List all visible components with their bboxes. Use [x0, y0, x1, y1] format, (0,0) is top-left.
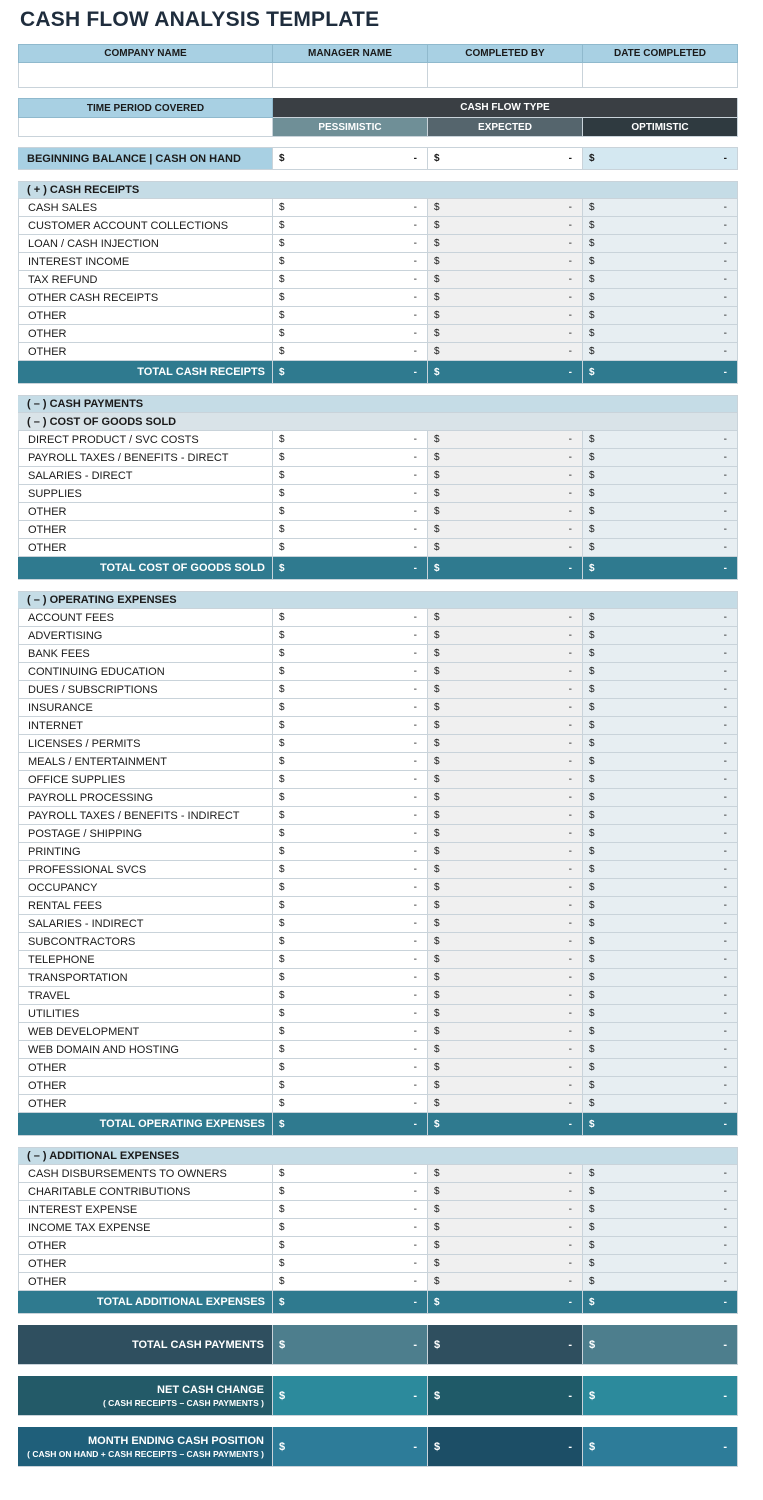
line-item-pessimistic[interactable]: $ - [273, 1095, 428, 1113]
line-item-expected[interactable]: $ - [428, 897, 583, 915]
net-change-pessimistic: $ - [273, 1376, 428, 1416]
line-item-label: CASH SALES [18, 199, 273, 217]
line-item-pessimistic[interactable]: $ - [273, 1059, 428, 1077]
line-item-pessimistic[interactable]: $ - [273, 771, 428, 789]
line-item-label: DIRECT PRODUCT / SVC COSTS [18, 431, 273, 449]
section-total-label: TOTAL OPERATING EXPENSES [18, 1113, 273, 1136]
company-name-label: COMPANY NAME [18, 44, 273, 63]
line-item-label: CHARITABLE CONTRIBUTIONS [18, 1183, 273, 1201]
line-item-label: CONTINUING EDUCATION [18, 663, 273, 681]
line-item-pessimistic[interactable]: $ - [273, 825, 428, 843]
line-item-label: PRINTING [18, 843, 273, 861]
cash-payments-header: ( – ) CASH PAYMENTS [18, 395, 738, 413]
line-item-optimistic[interactable]: $ - [583, 933, 738, 951]
line-item-label: LICENSES / PERMITS [18, 735, 273, 753]
line-item-expected[interactable]: $ - [428, 503, 583, 521]
line-item-label: OTHER [18, 1237, 273, 1255]
additional-header: ( – ) ADDITIONAL EXPENSES [18, 1147, 738, 1165]
total-payments-row [18, 1325, 738, 1365]
expected-header: EXPECTED [428, 118, 583, 137]
line-item-optimistic[interactable]: $ - [583, 1095, 738, 1113]
line-item-pessimistic[interactable]: $ - [273, 1077, 428, 1095]
line-item-label: WEB DEVELOPMENT [18, 1023, 273, 1041]
line-item-pessimistic[interactable]: $ - [273, 609, 428, 627]
line-item-label: INTERNET [18, 717, 273, 735]
beginning-optimistic[interactable]: $ - [583, 147, 738, 170]
line-item-label: BANK FEES [18, 645, 273, 663]
line-item-label: OFFICE SUPPLIES [18, 771, 273, 789]
line-item-pessimistic[interactable]: $ - [273, 969, 428, 987]
line-item-pessimistic[interactable]: $ - [273, 307, 428, 325]
additional-section [18, 1147, 738, 1314]
line-item-expected[interactable]: $ - [428, 753, 583, 771]
section-total-expected: $ - [428, 361, 583, 384]
line-item-optimistic[interactable]: $ - [583, 1023, 738, 1041]
line-item-label: WEB DOMAIN AND HOSTING [18, 1041, 273, 1059]
line-item-expected[interactable]: $ - [428, 307, 583, 325]
line-item-expected[interactable]: $ - [428, 681, 583, 699]
line-item-expected[interactable]: $ - [428, 199, 583, 217]
section-total-pessimistic: $ - [273, 361, 428, 384]
line-item-expected[interactable]: $ - [428, 1237, 583, 1255]
line-item-pessimistic[interactable]: $ - [273, 789, 428, 807]
line-item-pessimistic[interactable]: $ - [273, 879, 428, 897]
line-item-label: UTILITIES [18, 1005, 273, 1023]
line-item-optimistic[interactable]: $ - [583, 485, 738, 503]
line-item-pessimistic[interactable]: $ - [273, 951, 428, 969]
section-total-expected: $ - [428, 1113, 583, 1136]
page-title: CASH FLOW ANALYSIS TEMPLATE [20, 8, 380, 31]
line-item-optimistic[interactable]: $ - [583, 789, 738, 807]
line-item-expected[interactable]: $ - [428, 289, 583, 307]
line-item-label: OTHER [18, 307, 273, 325]
line-item-label: OTHER [18, 539, 273, 557]
line-item-pessimistic[interactable]: $ - [273, 897, 428, 915]
line-item-optimistic[interactable]: $ - [583, 449, 738, 467]
net-cash-change-row [18, 1376, 738, 1416]
section-total-pessimistic: $ - [273, 1113, 428, 1136]
line-item-label: TRAVEL [18, 987, 273, 1005]
net-cash-change-label: NET CASH CHANGE ( CASH RECEIPTS – CASH PAYMENTS ) [18, 1376, 273, 1416]
line-item-optimistic[interactable]: $ - [583, 771, 738, 789]
beginning-balance-row [18, 147, 738, 170]
cash-receipts-section [18, 181, 738, 384]
line-item-expected[interactable]: $ - [428, 843, 583, 861]
line-item-optimistic[interactable]: $ - [583, 645, 738, 663]
line-item-label: TAX REFUND [18, 271, 273, 289]
line-item-expected[interactable]: $ - [428, 521, 583, 539]
line-item-label: PAYROLL PROCESSING [18, 789, 273, 807]
line-item-optimistic[interactable]: $ - [583, 915, 738, 933]
line-item-label: ACCOUNT FEES [18, 609, 273, 627]
line-item-label: LOAN / CASH INJECTION [18, 235, 273, 253]
line-item-pessimistic[interactable]: $ - [273, 807, 428, 825]
section-total-optimistic: $ - [583, 1113, 738, 1136]
line-item-expected[interactable]: $ - [428, 1219, 583, 1237]
line-item-optimistic[interactable]: $ - [583, 735, 738, 753]
line-item-expected[interactable]: $ - [428, 217, 583, 235]
line-item-pessimistic[interactable]: $ - [273, 521, 428, 539]
line-item-expected[interactable]: $ - [428, 861, 583, 879]
line-item-expected[interactable]: $ - [428, 609, 583, 627]
section-total-label: TOTAL CASH RECEIPTS [18, 361, 273, 384]
line-item-label: RENTAL FEES [18, 897, 273, 915]
line-item-pessimistic[interactable]: $ - [273, 735, 428, 753]
line-item-expected[interactable]: $ - [428, 789, 583, 807]
line-item-optimistic[interactable]: $ - [583, 627, 738, 645]
line-item-expected[interactable]: $ - [428, 539, 583, 557]
line-item-optimistic[interactable]: $ - [583, 1059, 738, 1077]
line-item-pessimistic[interactable]: $ - [273, 645, 428, 663]
section-total-label: TOTAL COST OF GOODS SOLD [18, 557, 273, 580]
line-item-expected[interactable]: $ - [428, 1005, 583, 1023]
line-item-label: INSURANCE [18, 699, 273, 717]
line-item-optimistic[interactable]: $ - [583, 1183, 738, 1201]
line-item-optimistic[interactable]: $ - [583, 271, 738, 289]
line-item-optimistic[interactable]: $ - [583, 1255, 738, 1273]
line-item-expected[interactable]: $ - [428, 1183, 583, 1201]
line-item-expected[interactable]: $ - [428, 879, 583, 897]
line-item-expected[interactable]: $ - [428, 449, 583, 467]
header-fields [18, 44, 738, 88]
line-item-pessimistic[interactable]: $ - [273, 271, 428, 289]
opex-section [18, 591, 738, 1136]
line-item-expected[interactable]: $ - [428, 1095, 583, 1113]
line-item-pessimistic[interactable]: $ - [273, 485, 428, 503]
line-item-label: PROFESSIONAL SVCS [18, 861, 273, 879]
section-total-expected: $ - [428, 1291, 583, 1314]
line-item-optimistic[interactable]: $ - [583, 987, 738, 1005]
line-item-optimistic[interactable]: $ - [583, 1165, 738, 1183]
total-payments-optimistic: $ - [583, 1325, 738, 1365]
line-item-expected[interactable]: $ - [428, 663, 583, 681]
line-item-expected[interactable]: $ - [428, 1201, 583, 1219]
line-item-pessimistic[interactable]: $ - [273, 467, 428, 485]
line-item-expected[interactable]: $ - [428, 1255, 583, 1273]
line-item-pessimistic[interactable]: $ - [273, 1041, 428, 1059]
line-item-label: INTEREST EXPENSE [18, 1201, 273, 1219]
line-item-label: OTHER [18, 1095, 273, 1113]
line-item-label: MEALS / ENTERTAINMENT [18, 753, 273, 771]
cash-receipts-header: ( + ) CASH RECEIPTS [18, 181, 738, 199]
line-item-optimistic[interactable]: $ - [583, 681, 738, 699]
section-total-optimistic: $ - [583, 557, 738, 580]
line-item-label: INTEREST INCOME [18, 253, 273, 271]
line-item-optimistic[interactable]: $ - [583, 663, 738, 681]
line-item-optimistic[interactable]: $ - [583, 521, 738, 539]
line-item-optimistic[interactable]: $ - [583, 1273, 738, 1291]
month-end-expected: $ - [428, 1427, 583, 1467]
line-item-label: TRANSPORTATION [18, 969, 273, 987]
line-item-label: OTHER [18, 1255, 273, 1273]
line-item-pessimistic[interactable]: $ - [273, 1237, 428, 1255]
line-item-label: OCCUPANCY [18, 879, 273, 897]
line-item-label: OTHER [18, 521, 273, 539]
line-item-optimistic[interactable]: $ - [583, 861, 738, 879]
line-item-pessimistic[interactable]: $ - [273, 843, 428, 861]
section-total-optimistic: $ - [583, 361, 738, 384]
line-item-expected[interactable]: $ - [428, 343, 583, 361]
line-item-optimistic[interactable]: $ - [583, 467, 738, 485]
line-item-expected[interactable]: $ - [428, 699, 583, 717]
line-item-expected[interactable]: $ - [428, 1165, 583, 1183]
line-item-pessimistic[interactable]: $ - [273, 1273, 428, 1291]
line-item-optimistic[interactable]: $ - [583, 717, 738, 735]
line-item-pessimistic[interactable]: $ - [273, 1183, 428, 1201]
line-item-expected[interactable]: $ - [428, 627, 583, 645]
section-total-pessimistic: $ - [273, 1291, 428, 1314]
line-item-expected[interactable]: $ - [428, 771, 583, 789]
line-item-expected[interactable]: $ - [428, 1041, 583, 1059]
line-item-pessimistic[interactable]: $ - [273, 449, 428, 467]
line-item-expected[interactable]: $ - [428, 969, 583, 987]
line-item-optimistic[interactable]: $ - [583, 699, 738, 717]
line-item-pessimistic[interactable]: $ - [273, 753, 428, 771]
section-total-label: TOTAL ADDITIONAL EXPENSES [18, 1291, 273, 1314]
line-item-optimistic[interactable]: $ - [583, 1041, 738, 1059]
line-item-pessimistic[interactable]: $ - [273, 1165, 428, 1183]
line-item-pessimistic[interactable]: $ - [273, 199, 428, 217]
line-item-optimistic[interactable]: $ - [583, 1077, 738, 1095]
line-item-label: CUSTOMER ACCOUNT COLLECTIONS [18, 217, 273, 235]
line-item-label: OTHER [18, 1059, 273, 1077]
line-item-label: PAYROLL TAXES / BENEFITS - DIRECT [18, 449, 273, 467]
optimistic-header: OPTIMISTIC [583, 118, 738, 137]
line-item-label: PAYROLL TAXES / BENEFITS - INDIRECT [18, 807, 273, 825]
line-item-expected[interactable]: $ - [428, 987, 583, 1005]
line-item-expected[interactable]: $ - [428, 271, 583, 289]
line-item-label: OTHER [18, 1273, 273, 1291]
line-item-label: TELEPHONE [18, 951, 273, 969]
cash-flow-type-label: CASH FLOW TYPE [273, 98, 738, 118]
line-item-label: SALARIES - INDIRECT [18, 915, 273, 933]
opex-header: ( – ) OPERATING EXPENSES [18, 591, 738, 609]
line-item-expected[interactable]: $ - [428, 485, 583, 503]
total-payments-expected: $ - [428, 1325, 583, 1365]
line-item-label: OTHER [18, 343, 273, 361]
line-item-expected[interactable]: $ - [428, 325, 583, 343]
pessimistic-header: PESSIMISTIC [273, 118, 428, 137]
completed-by-input[interactable] [428, 63, 583, 88]
net-change-expected: $ - [428, 1376, 583, 1416]
line-item-optimistic[interactable]: $ - [583, 1005, 738, 1023]
month-ending-row [18, 1427, 738, 1467]
line-item-pessimistic[interactable]: $ - [273, 217, 428, 235]
line-item-pessimistic[interactable]: $ - [273, 539, 428, 557]
section-total-pessimistic: $ - [273, 557, 428, 580]
line-item-optimistic[interactable]: $ - [583, 807, 738, 825]
line-item-label: DUES / SUBSCRIPTIONS [18, 681, 273, 699]
line-item-pessimistic[interactable]: $ - [273, 1005, 428, 1023]
line-item-pessimistic[interactable]: $ - [273, 699, 428, 717]
line-item-optimistic[interactable]: $ - [583, 879, 738, 897]
cogs-header: ( – ) COST OF GOODS SOLD [18, 413, 738, 431]
line-item-optimistic[interactable]: $ - [583, 843, 738, 861]
line-item-expected[interactable]: $ - [428, 431, 583, 449]
date-completed-label: DATE COMPLETED [583, 44, 738, 63]
line-item-optimistic[interactable]: $ - [583, 325, 738, 343]
net-change-optimistic: $ - [583, 1376, 738, 1416]
line-item-pessimistic[interactable]: $ - [273, 933, 428, 951]
line-item-pessimistic[interactable]: $ - [273, 325, 428, 343]
line-item-pessimistic[interactable]: $ - [273, 987, 428, 1005]
line-item-pessimistic[interactable]: $ - [273, 289, 428, 307]
line-item-label: OTHER [18, 325, 273, 343]
line-item-label: POSTAGE / SHIPPING [18, 825, 273, 843]
line-item-label: OTHER CASH RECEIPTS [18, 289, 273, 307]
line-item-label: SUBCONTRACTORS [18, 933, 273, 951]
line-item-pessimistic[interactable]: $ - [273, 681, 428, 699]
total-payments-pessimistic: $ - [273, 1325, 428, 1365]
line-item-optimistic[interactable]: $ - [583, 609, 738, 627]
line-item-pessimistic[interactable]: $ - [273, 1023, 428, 1041]
section-total-expected: $ - [428, 557, 583, 580]
line-item-optimistic[interactable]: $ - [583, 1237, 738, 1255]
line-item-optimistic[interactable]: $ - [583, 969, 738, 987]
line-item-optimistic[interactable]: $ - [583, 289, 738, 307]
beginning-balance-label: BEGINNING BALANCE | CASH ON HAND [18, 147, 273, 170]
line-item-label: INCOME TAX EXPENSE [18, 1219, 273, 1237]
total-payments-label: TOTAL CASH PAYMENTS [18, 1325, 273, 1365]
line-item-optimistic[interactable]: $ - [583, 343, 738, 361]
time-period-input[interactable] [18, 118, 273, 137]
line-item-expected[interactable]: $ - [428, 645, 583, 663]
line-item-expected[interactable]: $ - [428, 1059, 583, 1077]
company-name-input[interactable] [18, 63, 273, 88]
line-item-expected[interactable]: $ - [428, 717, 583, 735]
line-item-optimistic[interactable]: $ - [583, 431, 738, 449]
month-ending-label: MONTH ENDING CASH POSITION ( CASH ON HAND + CASH RECEIPTS – CASH PAYMENTS ) [18, 1427, 273, 1467]
month-end-optimistic: $ - [583, 1427, 738, 1467]
line-item-pessimistic[interactable]: $ - [273, 235, 428, 253]
line-item-expected[interactable]: $ - [428, 735, 583, 753]
line-item-pessimistic[interactable]: $ - [273, 717, 428, 735]
line-item-pessimistic[interactable]: $ - [273, 343, 428, 361]
line-item-expected[interactable]: $ - [428, 235, 583, 253]
line-item-label: SUPPLIES [18, 485, 273, 503]
line-item-pessimistic[interactable]: $ - [273, 915, 428, 933]
time-period-label: TIME PERIOD COVERED [18, 98, 273, 118]
line-item-pessimistic[interactable]: $ - [273, 627, 428, 645]
line-item-expected[interactable]: $ - [428, 1273, 583, 1291]
line-item-expected[interactable]: $ - [428, 933, 583, 951]
line-item-pessimistic[interactable]: $ - [273, 431, 428, 449]
manager-name-label: MANAGER NAME [273, 44, 428, 63]
line-item-optimistic[interactable]: $ - [583, 825, 738, 843]
line-item-pessimistic[interactable]: $ - [273, 1201, 428, 1219]
line-item-expected[interactable]: $ - [428, 1023, 583, 1041]
line-item-label: SALARIES - DIRECT [18, 467, 273, 485]
line-item-optimistic[interactable]: $ - [583, 1219, 738, 1237]
manager-name-input[interactable] [273, 63, 428, 88]
line-item-optimistic[interactable]: $ - [583, 753, 738, 771]
line-item-label: ADVERTISING [18, 627, 273, 645]
beginning-pessimistic[interactable]: $ - [273, 147, 428, 170]
line-item-pessimistic[interactable]: $ - [273, 663, 428, 681]
line-item-expected[interactable]: $ - [428, 253, 583, 271]
line-item-pessimistic[interactable]: $ - [273, 861, 428, 879]
cogs-section [18, 395, 738, 580]
line-item-expected[interactable]: $ - [428, 1077, 583, 1095]
line-item-label: OTHER [18, 1077, 273, 1095]
line-item-optimistic[interactable]: $ - [583, 199, 738, 217]
line-item-expected[interactable]: $ - [428, 825, 583, 843]
line-item-optimistic[interactable]: $ - [583, 235, 738, 253]
date-completed-input[interactable] [583, 63, 738, 88]
line-item-expected[interactable]: $ - [428, 951, 583, 969]
line-item-optimistic[interactable]: $ - [583, 539, 738, 557]
line-item-label: CASH DISBURSEMENTS TO OWNERS [18, 1165, 273, 1183]
line-item-optimistic[interactable]: $ - [583, 503, 738, 521]
line-item-expected[interactable]: $ - [428, 915, 583, 933]
line-item-pessimistic[interactable]: $ - [273, 503, 428, 521]
line-item-expected[interactable]: $ - [428, 807, 583, 825]
line-item-optimistic[interactable]: $ - [583, 253, 738, 271]
line-item-optimistic[interactable]: $ - [583, 217, 738, 235]
line-item-label: OTHER [18, 503, 273, 521]
completed-by-label: COMPLETED BY [428, 44, 583, 63]
line-item-optimistic[interactable]: $ - [583, 307, 738, 325]
section-total-optimistic: $ - [583, 1291, 738, 1314]
line-item-optimistic[interactable]: $ - [583, 1201, 738, 1219]
line-item-pessimistic[interactable]: $ - [273, 1219, 428, 1237]
beginning-expected[interactable]: $ - [428, 147, 583, 170]
period-and-type [18, 98, 738, 137]
line-item-expected[interactable]: $ - [428, 467, 583, 485]
line-item-optimistic[interactable]: $ - [583, 897, 738, 915]
month-end-pessimistic: $ - [273, 1427, 428, 1467]
line-item-pessimistic[interactable]: $ - [273, 253, 428, 271]
line-item-pessimistic[interactable]: $ - [273, 1255, 428, 1273]
line-item-optimistic[interactable]: $ - [583, 951, 738, 969]
